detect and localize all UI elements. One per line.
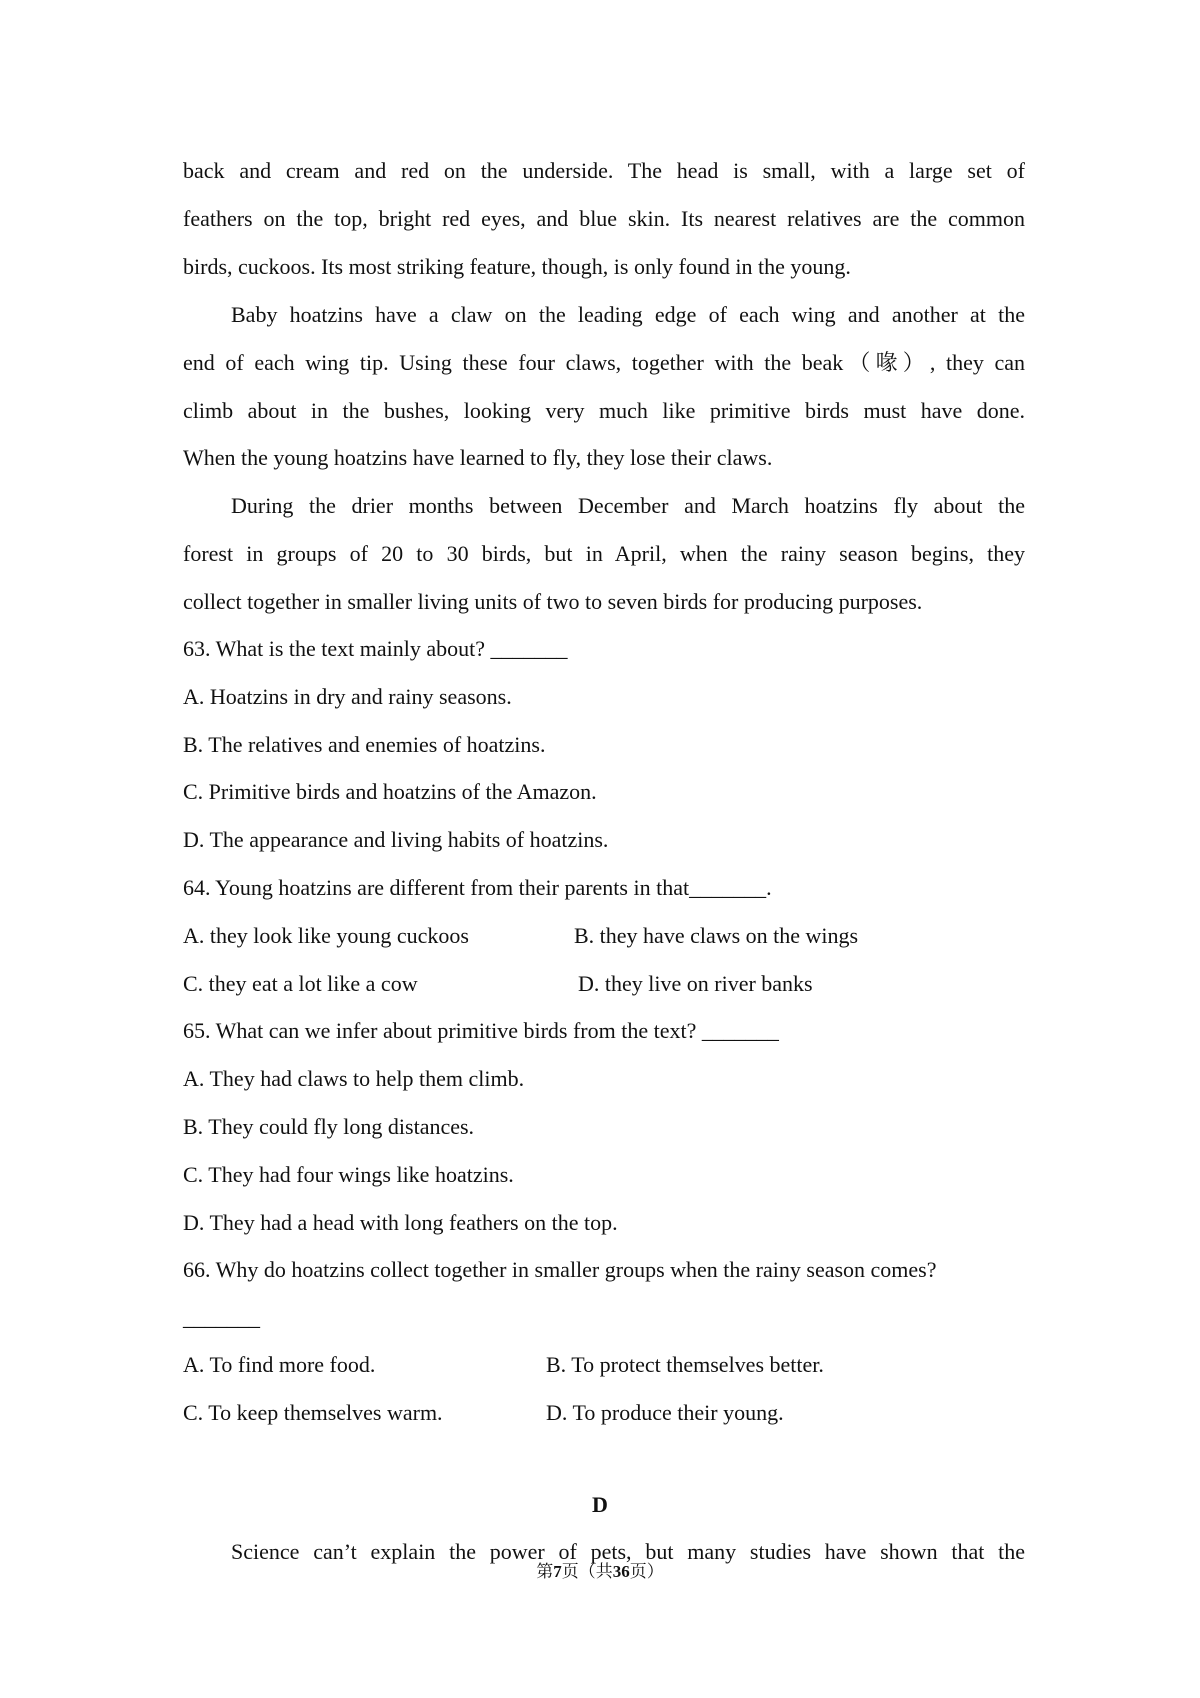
total-pages: 36 (612, 1562, 630, 1581)
footer-prefix: 第 (536, 1562, 554, 1582)
question-64-option-a: A. they look like young cuckoos (183, 923, 469, 948)
passage-line: collect together in smaller living units of two to seven birds for producing purposes. (183, 589, 923, 614)
passage-line: feathers on the top, bright red eyes, and blue skin. Its nearest relatives are the common (183, 206, 1025, 231)
question-64-stem: 64. Young hoatzins are different from their parents in that_______. (183, 875, 772, 900)
question-63-option-c: C. Primitive birds and hoatzins of the Amazon. (183, 779, 597, 804)
question-63-option-d: D. The appearance and living habits of hoatzins. (183, 827, 609, 852)
question-66-answer-blank: _______ (183, 1305, 260, 1330)
passage-line: end of each wing tip. Using these four claws, together with the beak（喙）, they can (183, 350, 1025, 375)
page-number: 7 (553, 1562, 562, 1581)
question-65-option-d: D. They had a head with long feathers on the top. (183, 1210, 618, 1235)
question-64-option-d: D. they live on river banks (578, 971, 813, 996)
page-footer (0, 1560, 1200, 1584)
question-64-option-c: C. they eat a lot like a cow (183, 971, 418, 996)
footer-middle: 页（共 (561, 1562, 613, 1582)
passage-line: Baby hoatzins have a claw on the leading edge of each wing and another at the (231, 302, 1025, 327)
question-65-option-c: C. They had four wings like hoatzins. (183, 1162, 514, 1187)
question-65-stem: 65. What can we infer about primitive birds from the text? _______ (183, 1018, 779, 1043)
passage-line: back and cream and red on the underside. The head is small, with a large set of (183, 158, 1025, 183)
passage-line: forest in groups of 20 to 30 birds, but in April, when the rainy season begins, they (183, 541, 1025, 566)
question-66-stem: 66. Why do hoatzins collect together in smaller groups when the rainy season comes? (183, 1257, 937, 1282)
question-66-option-c: C. To keep themselves warm. (183, 1400, 443, 1425)
question-63-option-b: B. The relatives and enemies of hoatzins. (183, 732, 546, 757)
question-66-option-d: D. To produce their young. (546, 1400, 784, 1425)
question-65-option-b: B. They could fly long distances. (183, 1114, 475, 1139)
question-64-option-b: B. they have claws on the wings (574, 923, 859, 948)
section-heading: D (592, 1492, 608, 1517)
passage-line: climb about in the bushes, looking very much like primitive birds must have done. (183, 398, 1025, 423)
question-66-option-b: B. To protect themselves better. (546, 1352, 824, 1377)
passage-line: Science can’t explain the power of pets, but many studies have shown that the (231, 1539, 1025, 1564)
question-66-option-a: A. To find more food. (183, 1352, 376, 1377)
question-65-option-a: A. They had claws to help them climb. (183, 1066, 525, 1091)
passage-line: birds, cuckoos. Its most striking feature, though, is only found in the young. (183, 254, 851, 279)
footer-suffix: 页） (629, 1562, 664, 1582)
question-63-stem: 63. What is the text mainly about? _______ (183, 636, 568, 661)
passage-line: When the young hoatzins have learned to fly, they lose their claws. (183, 445, 773, 470)
question-63-option-a: A. Hoatzins in dry and rainy seasons. (183, 684, 512, 709)
passage-line: During the drier months between December and March hoatzins fly about the (231, 493, 1025, 518)
